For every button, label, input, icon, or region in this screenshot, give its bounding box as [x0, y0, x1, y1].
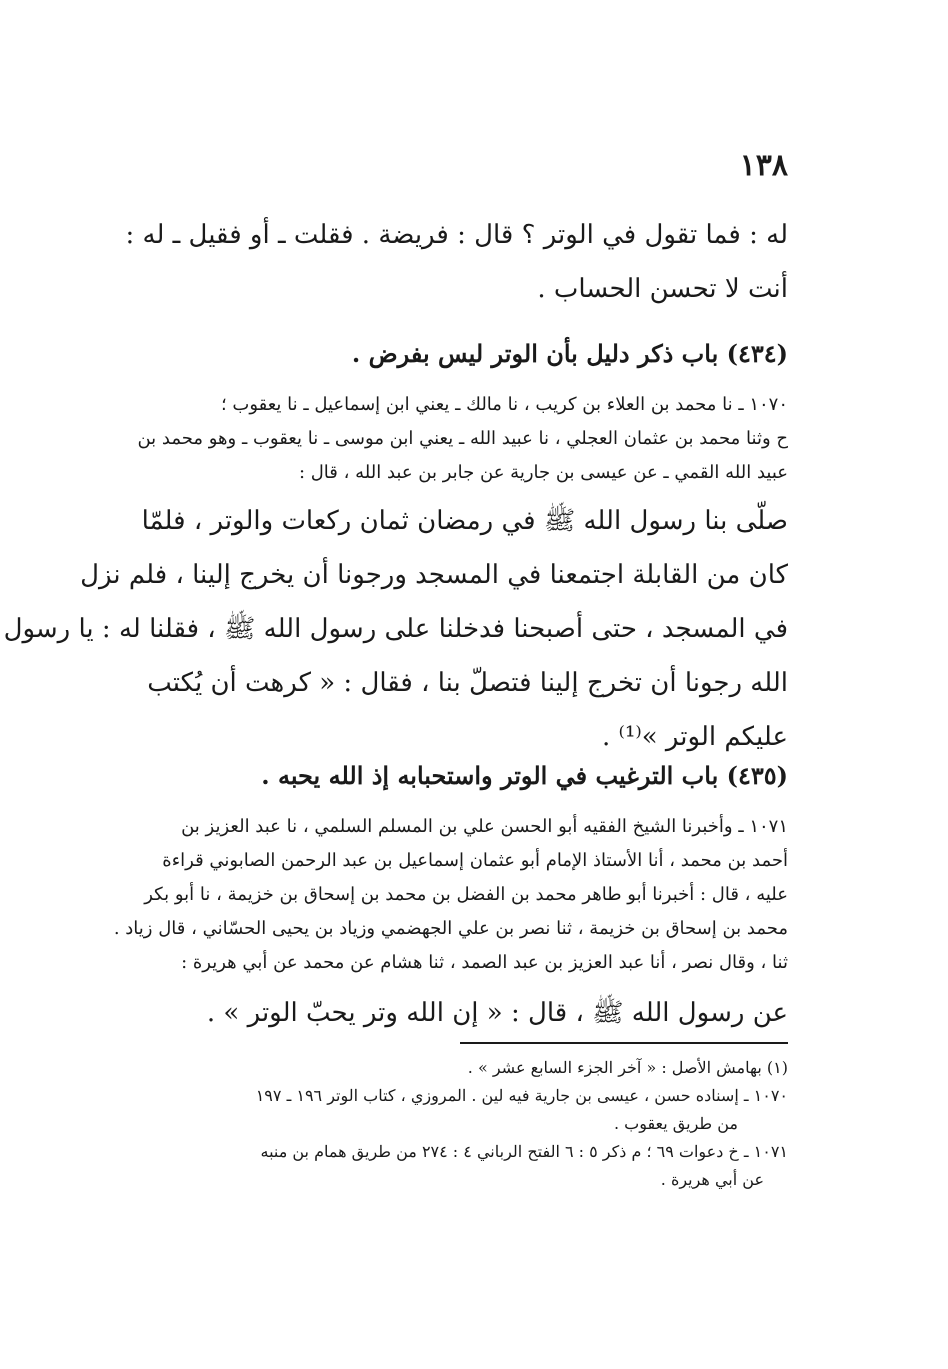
isnad-text	[113, 810, 788, 980]
page-number: ١٣٨	[739, 148, 788, 183]
text-line: ١٠٧١ ـ وأخبرنا الشيخ الفقيه أبو الحسن علي بن المسلم السلمي ، نا عبد العزيز بن	[181, 816, 788, 837]
text-line: عن رسول الله ﷺ ، قال : « إن الله وتر يحبّ الوتر » .	[206, 998, 788, 1028]
text-line: أحمد بن محمد ، أنا الأستاذ الإمام أبو عثمان إسماعيل بن عبد الرحمن الصابوني قراءة	[162, 850, 788, 871]
footnote: عن أبي هريرة .	[660, 1170, 764, 1189]
hadith-text	[3, 494, 788, 764]
section-heading: (٤٣٥) باب الترغيب في الوتر واستحبابه إذ الله يحبه .	[261, 761, 788, 790]
text-line: ١٠٧٠ ـ نا محمد بن العلاء بن كريب ، نا مالك ـ يعني ابن إسماعيل ـ نا يعقوب ؛	[220, 394, 788, 415]
footnote: ١٠٧١ ـ خ دعوات ٦٩ ؛ م ذكر ٥ : ٦ الفتح الرباني ٤ : ٢٧٤ من طريق همام بن منبه	[260, 1142, 788, 1161]
hadith-text	[130, 986, 788, 1040]
text-line: محمد بن إسحاق بن خزيمة ، ثنا نصر بن علي الجهضمي وزياد بن يحيى الحسّاني ، قال زياد .	[113, 918, 788, 939]
text-line: أنت لا تحسن الحساب .	[537, 274, 788, 304]
text-line: عبيد الله القمي ـ عن عيسى بن جارية عن جابر بن عبد الله ، قال :	[298, 462, 788, 483]
continuation-text	[125, 208, 788, 316]
footnote-separator	[460, 1042, 788, 1044]
text-line: صلّى بنا رسول الله ﷺ في رمضان ثمان ركعات والوتر ، فلمّا	[141, 506, 788, 536]
text-line: كان من القابلة اجتمعنا في المسجد ورجونا أن يخرج إلينا ، فلم نزل	[80, 560, 788, 590]
footnotes	[130, 1054, 788, 1194]
section-heading: (٤٣٤) باب ذكر دليل بأن الوتر ليس بفرض .	[351, 339, 788, 368]
footnote: (١) بهامش الأصل : « آخر الجزء السابع عشر » .	[467, 1058, 788, 1077]
isnad-text	[130, 388, 788, 490]
footnote: ١٠٧٠ ـ إسناده حسن ، عيسى بن جارية فيه لين . المروزي ، كتاب الوتر ١٩٦ ـ ١٩٧	[255, 1086, 788, 1105]
text-line: ح وثنا محمد بن عثمان العجلي ، نا عبيد الله ـ يعني ابن موسى ـ نا يعقوب ـ وهو محمد بن	[137, 428, 788, 449]
footnote: من طريق يعقوب .	[613, 1114, 738, 1133]
text-line: ثنا ، وقال نصر ، أنا عبد العزيز بن عبد الصمد ، ثنا هشام عن محمد عن أبي هريرة :	[181, 952, 788, 973]
text-line: له : فما تقول في الوتر ؟ قال : فريضة . فقلت ـ أو فقيل ـ له :	[125, 220, 788, 250]
text-line: الله رجونا أن تخرج إلينا فتصلّ بنا ، فقال : « كرهت أن يُكتب	[147, 668, 788, 698]
text-line: في المسجد ، حتى أصبحنا فدخلنا على رسول الله ﷺ ، فقلنا له : يا رسول	[3, 614, 788, 644]
text-line: عليه ، قال : أخبرنا أبو طاهر محمد بن الفضل بن محمد بن إسحاق بن خزيمة ، نا أبو بكر	[144, 884, 788, 905]
text-line: عليكم الوتر »⁽¹⁾ .	[602, 722, 788, 752]
